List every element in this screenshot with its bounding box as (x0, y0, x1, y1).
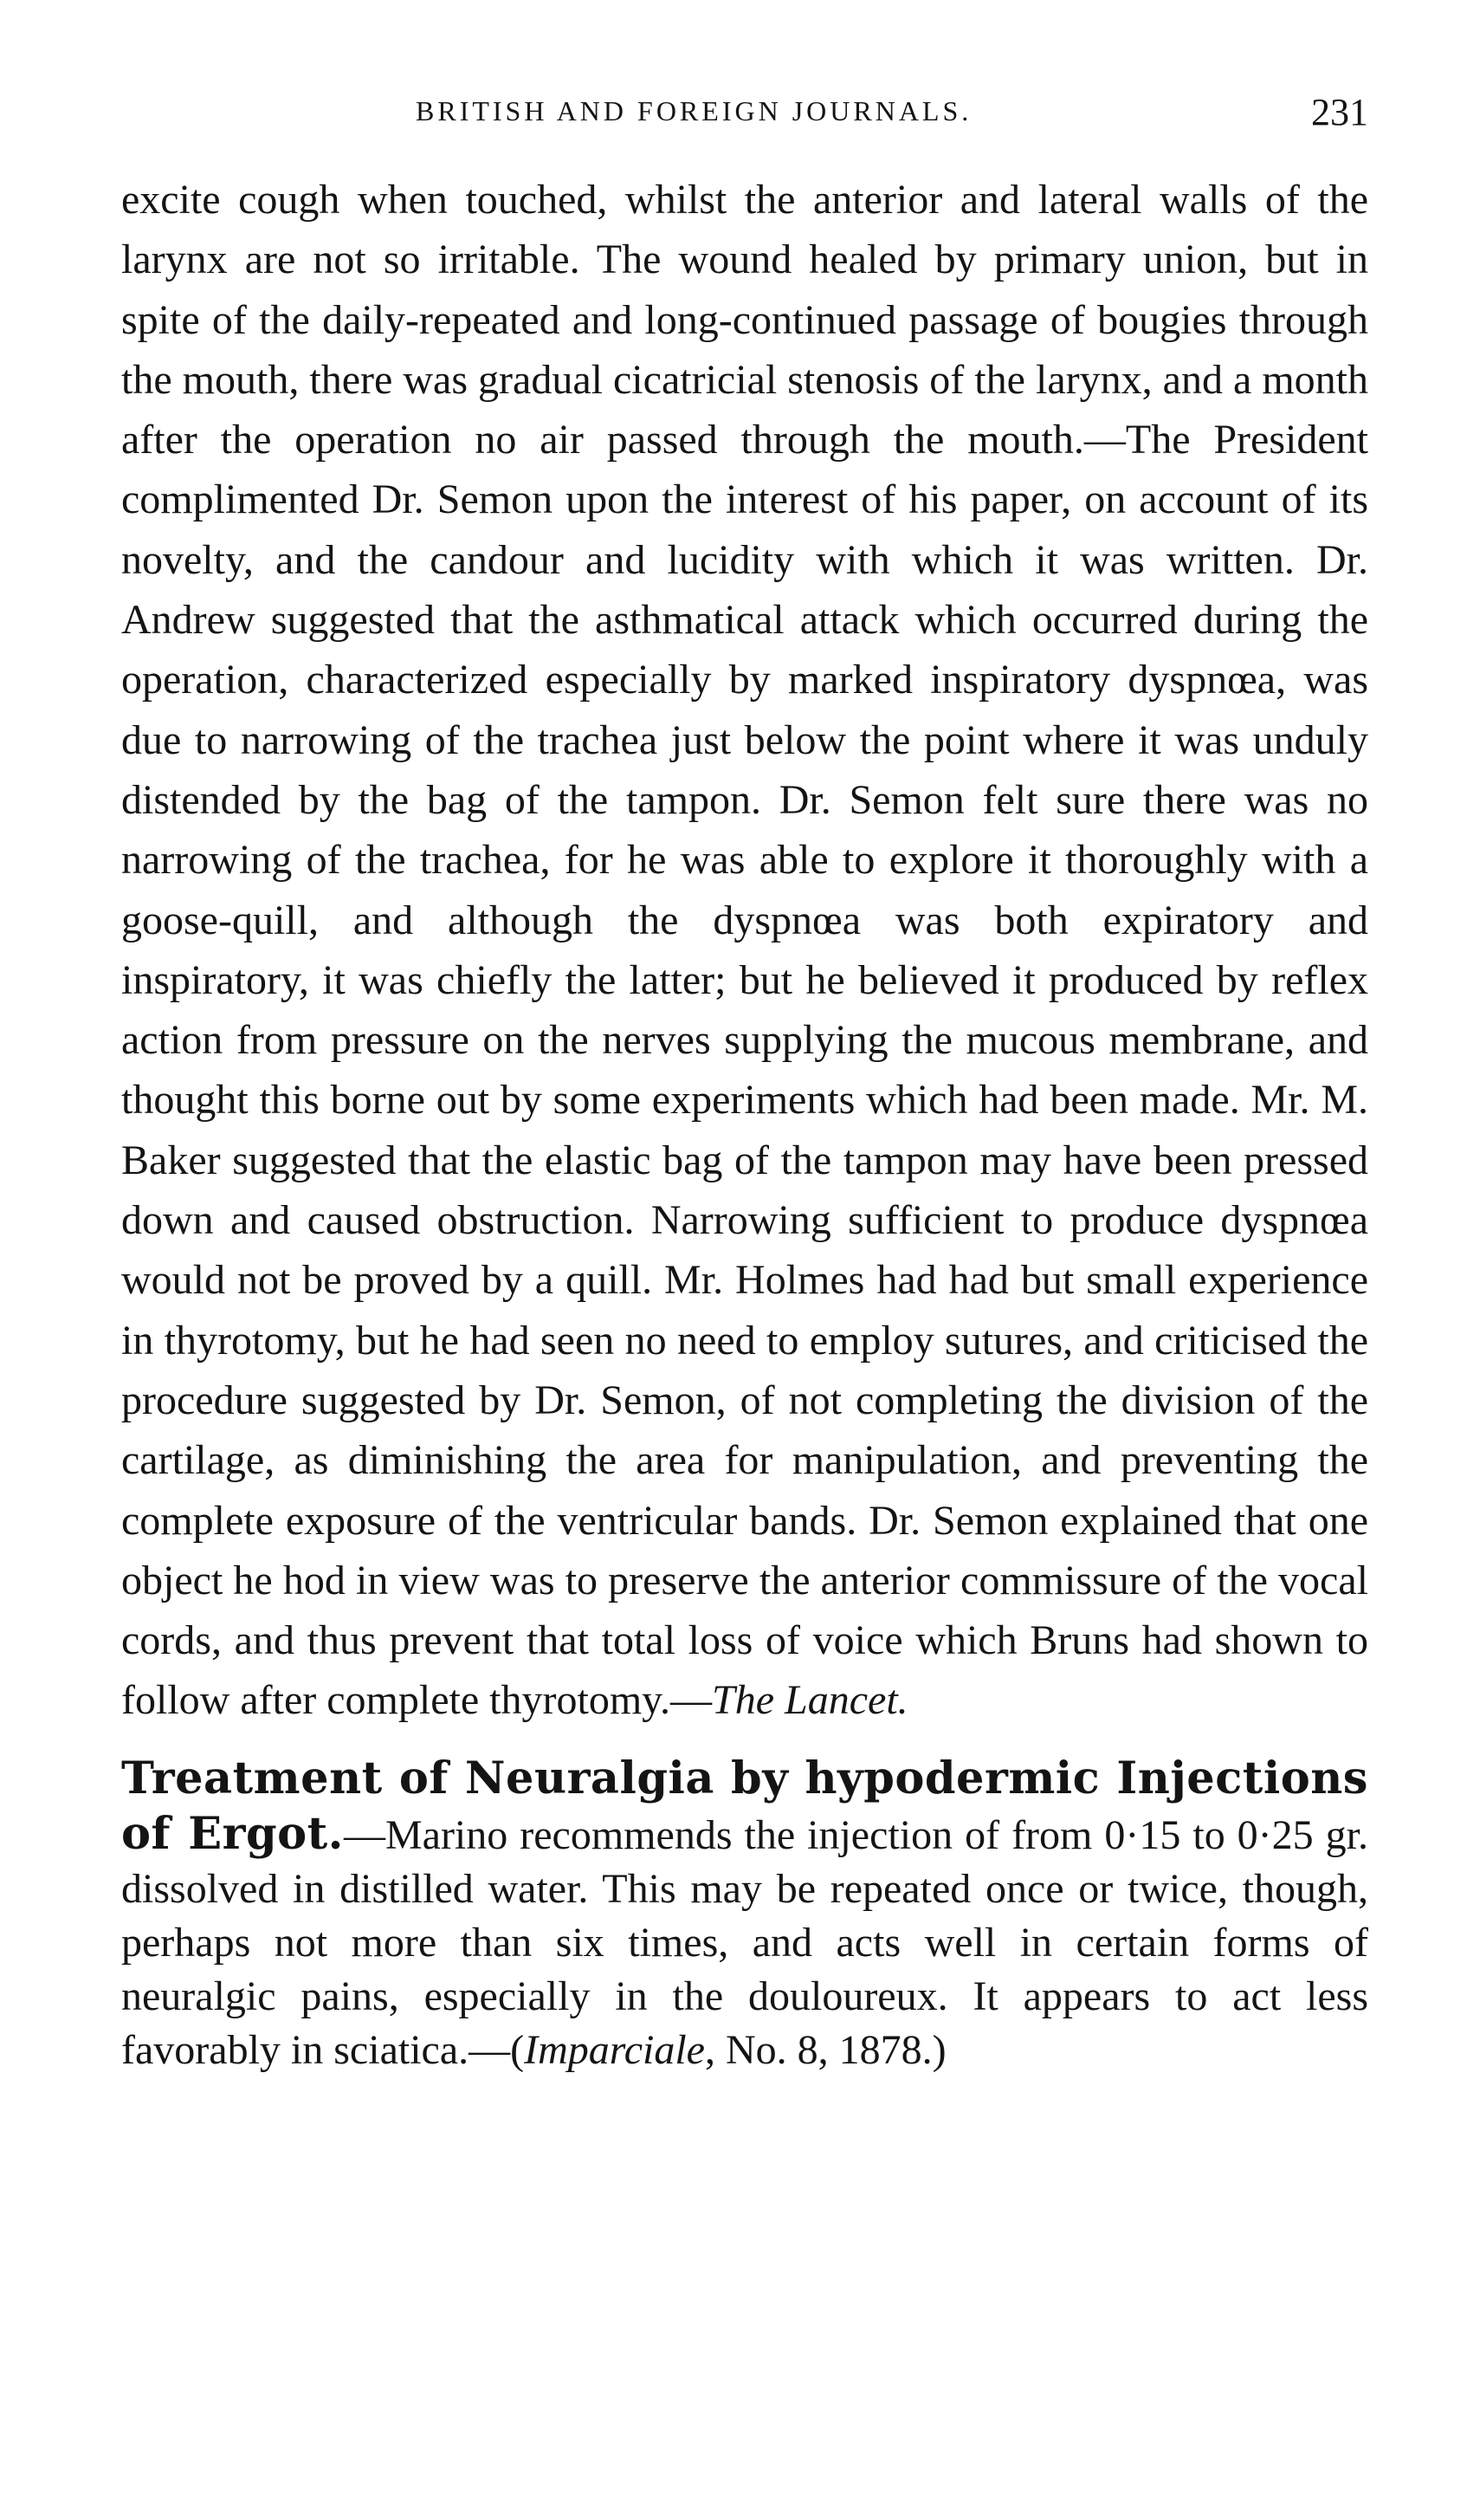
citation-tail: , No. 8, 1878.) (704, 2027, 947, 2073)
article-body-text: excite cough when touched, whilst the anterior and lateral walls of the larynx are not so irritable. The wound healed by primary union, but in spite of the daily-repeated and long-continued passage of bougies through the mouth, there was gradual cicatricial stenosis of the larynx, and a month after the operation no air passed through the mouth.—The President complimented Dr. Semon upon the interest of his paper, on account of its novelty, and the candour and lucidity with which it was written. Dr. Andrew suggested that the asthmatical attack which occurred during the operation, characterized especially by marked inspiratory dyspnœa, was due to narrowing of the trachea just below the point where it was unduly distended by the bag of the tampon. Dr. Semon felt sure there was no narrowing of the trachea, for he was able to explore it thoroughly with a goose-quill, and although the dyspnœa was both expiratory and inspiratory, it was chiefly the latter; but he believed it produced by reflex action from pressure on the nerves supplying the mucous membrane, and thought this borne out by some experiments which had been made. Mr. M. Baker suggested that the elastic bag of the tampon may have been pressed down and caused obstruction. Narrowing sufficient to produce dyspnœa would not be proved by a quill. Mr. Holmes had had but small experience in thyrotomy, but he had seen no need to employ sutures, and criticised the procedure suggested by Dr. Semon, of not completing the division of the cartilage, as diminishing the area for manipulation, and preventing the complete exposure of the ventricular bands. Dr. Semon explained that one object he hod in view was to preserve the anterior commissure of the vocal cords, and thus prevent that total loss of voice which Bruns had shown to follow after complete thyrotomy.— (121, 177, 1368, 1724)
article-source: The Lancet. (712, 1677, 908, 1724)
citation-journal: Imparciale (524, 2027, 705, 2073)
section-body-text: —Marino recommends the injection of from 0·15 to 0·25 gr. dissolved in distilled water. This may be repeated once or twice, though, perhaps not more than six times, and acts well in certain forms of neuralgic pains, especially in the douloureux. It appears to act less favorably in sciatica.—( (121, 1812, 1369, 2073)
page-header (121, 90, 1368, 142)
article-thyrotomy-discussion (121, 170, 1368, 1731)
section-heading: Treatment of Neuralgia by hypodermic Injections of Ergot. (121, 1752, 1368, 1860)
article-neuralgia-ergot (121, 1752, 1368, 2077)
page-number: 231 (1311, 91, 1368, 133)
running-head: BRITISH AND FOREIGN JOURNALS. (416, 95, 973, 126)
